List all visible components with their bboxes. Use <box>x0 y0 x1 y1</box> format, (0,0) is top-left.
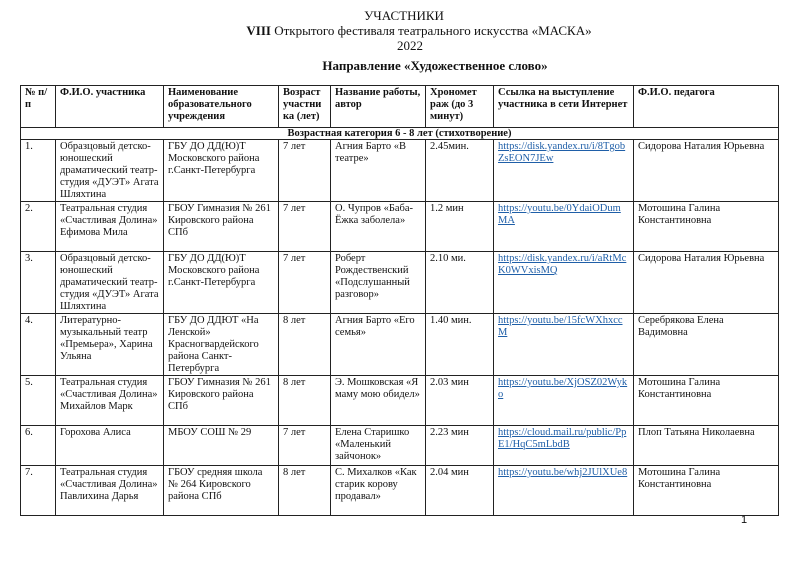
teacher-cell: Мотошина Галина Константиновна <box>634 202 779 252</box>
col-header-participant: Ф.И.О. участника <box>56 86 164 128</box>
work-cell: Агния Барто «В театре» <box>331 140 426 202</box>
institution-cell: ГБУ ДО ДД(Ю)Т Московского района г.Санкт-Петербурга <box>164 140 279 202</box>
row-num: 6. <box>21 426 56 466</box>
link-cell <box>494 202 634 252</box>
link-cell <box>494 376 634 426</box>
festival-year: 2022 <box>397 38 423 53</box>
table-row <box>21 252 779 314</box>
performance-link[interactable]: https://cloud.mail.ru/public/PpE1/HqC5mLbdB <box>498 427 627 450</box>
work-cell: Роберт Рождественский «Подслушанный разговор» <box>331 252 426 314</box>
link-cell <box>494 466 634 516</box>
participant-cell: Образцовый детско-юношеский драматический театр-студия «ДУЭТ» Агата Шляхтина <box>56 140 164 202</box>
table-row <box>21 376 779 426</box>
col-header-age: Возраст участни ка (лет) <box>279 86 331 128</box>
participants-table <box>20 85 779 516</box>
duration-cell: 2.23 мин <box>426 426 494 466</box>
age-cell: 8 лет <box>279 314 331 376</box>
teacher-cell: Сидорова Наталия Юрьевна <box>634 140 779 202</box>
festival-edition: VIII <box>246 23 271 38</box>
document-header <box>0 8 800 73</box>
table-row <box>21 466 779 516</box>
age-cell: 7 лет <box>279 426 331 466</box>
age-cell: 7 лет <box>279 252 331 314</box>
festival-name <box>0 23 800 38</box>
duration-cell: 1.40 мин. <box>426 314 494 376</box>
table-row <box>21 202 779 252</box>
participant-cell: Театральная студия «Счастливая Долина» Михайлов Марк <box>56 376 164 426</box>
page-number: 1 <box>741 514 748 526</box>
teacher-cell: Серебрякова Елена Вадимовна <box>634 314 779 376</box>
table-row <box>21 140 779 202</box>
participant-cell: Театральная студия «Счастливая Долина» Павлихина Дарья <box>56 466 164 516</box>
table-row <box>21 426 779 466</box>
col-header-work: Название работы, автор <box>331 86 426 128</box>
age-cell: 8 лет <box>279 376 331 426</box>
row-num: 7. <box>21 466 56 516</box>
teacher-cell: Мотошина Галина Константиновна <box>634 466 779 516</box>
teacher-cell: Мотошина Галина Константиновна <box>634 376 779 426</box>
work-cell: О. Чупров «Баба-Ёжка заболела» <box>331 202 426 252</box>
work-cell: Елена Старишко «Маленький зайчонок» <box>331 426 426 466</box>
category-row <box>21 128 779 140</box>
row-num: 1. <box>21 140 56 202</box>
participant-cell: Образцовый детско-юношеский драматический театр-студия «ДУЭТ» Агата Шляхтина <box>56 252 164 314</box>
duration-cell: 2.04 мин <box>426 466 494 516</box>
performance-link[interactable]: https://disk.yandex.ru/i/8TgobZsEON7JEw <box>498 141 626 164</box>
performance-link[interactable]: https://youtu.be/15fcWXhxccM <box>498 315 623 338</box>
doc-title: УЧАСТНИКИ <box>364 8 444 23</box>
duration-cell: 2.03 мин <box>426 376 494 426</box>
work-cell: С. Михалков «Как старик корову продавал» <box>331 466 426 516</box>
col-header-duration: Хрономет раж (до 3 минут) <box>426 86 494 128</box>
work-cell: Э. Мошковская «Я маму мою обидел» <box>331 376 426 426</box>
performance-link[interactable]: https://disk.yandex.ru/i/aRtMcK0WVxisMQ <box>498 253 627 276</box>
table-row <box>21 314 779 376</box>
col-header-institution: Наименование образовательного учреждения <box>164 86 279 128</box>
col-header-link: Ссылка на выступление участника в сети Интернет <box>494 86 634 128</box>
duration-cell: 2.10 ми. <box>426 252 494 314</box>
table-header-row <box>21 86 779 128</box>
link-cell <box>494 426 634 466</box>
age-cell: 7 лет <box>279 202 331 252</box>
row-num: 4. <box>21 314 56 376</box>
work-cell: Агния Барто «Его семья» <box>331 314 426 376</box>
age-cell: 7 лет <box>279 140 331 202</box>
institution-cell: ГБОУ Гимназия № 261 Кировского района СПб <box>164 376 279 426</box>
performance-link[interactable]: https://youtu.be/XjOSZ02Wyko <box>498 377 628 400</box>
col-header-num: № п/п <box>21 86 56 128</box>
age-cell: 8 лет <box>279 466 331 516</box>
participant-cell: Горохова Алиса <box>56 426 164 466</box>
link-cell <box>494 314 634 376</box>
teacher-cell: Плоп Татьяна Николаевна <box>634 426 779 466</box>
link-cell <box>494 140 634 202</box>
performance-link[interactable]: https://youtu.be/0YdaiODumMA <box>498 203 621 226</box>
col-header-teacher: Ф.И.О. педагога <box>634 86 779 128</box>
row-num: 3. <box>21 252 56 314</box>
institution-cell: ГБУ ДО ДДЮТ «На Ленской» Красногвардейского района Санкт-Петербурга <box>164 314 279 376</box>
teacher-cell: Сидорова Наталия Юрьевна <box>634 252 779 314</box>
row-num: 2. <box>21 202 56 252</box>
duration-cell: 2.45мин. <box>426 140 494 202</box>
participant-cell: Театральная студия «Счастливая Долина» Ефимова Мила <box>56 202 164 252</box>
age-category-label: Возрастная категория 6 - 8 лет (стихотворение) <box>21 128 779 140</box>
institution-cell: ГБОУ Гимназия № 261 Кировского района СПб <box>164 202 279 252</box>
direction-heading: Направление «Художественное слово» <box>322 58 548 73</box>
institution-cell: ГБОУ средняя школа № 264 Кировского района СПб <box>164 466 279 516</box>
festival-title: Открытого фестиваля театрального искусства «МАСКА» <box>274 23 592 38</box>
duration-cell: 1.2 мин <box>426 202 494 252</box>
row-num: 5. <box>21 376 56 426</box>
performance-link[interactable]: https://youtu.be/whj2JUlXUe8 <box>498 467 628 478</box>
participant-cell: Литературно-музыкальный театр «Премьера», Харина Ульяна <box>56 314 164 376</box>
institution-cell: ГБУ ДО ДД(Ю)Т Московского района г.Санкт-Петербурга <box>164 252 279 314</box>
institution-cell: МБОУ СОШ № 29 <box>164 426 279 466</box>
link-cell <box>494 252 634 314</box>
